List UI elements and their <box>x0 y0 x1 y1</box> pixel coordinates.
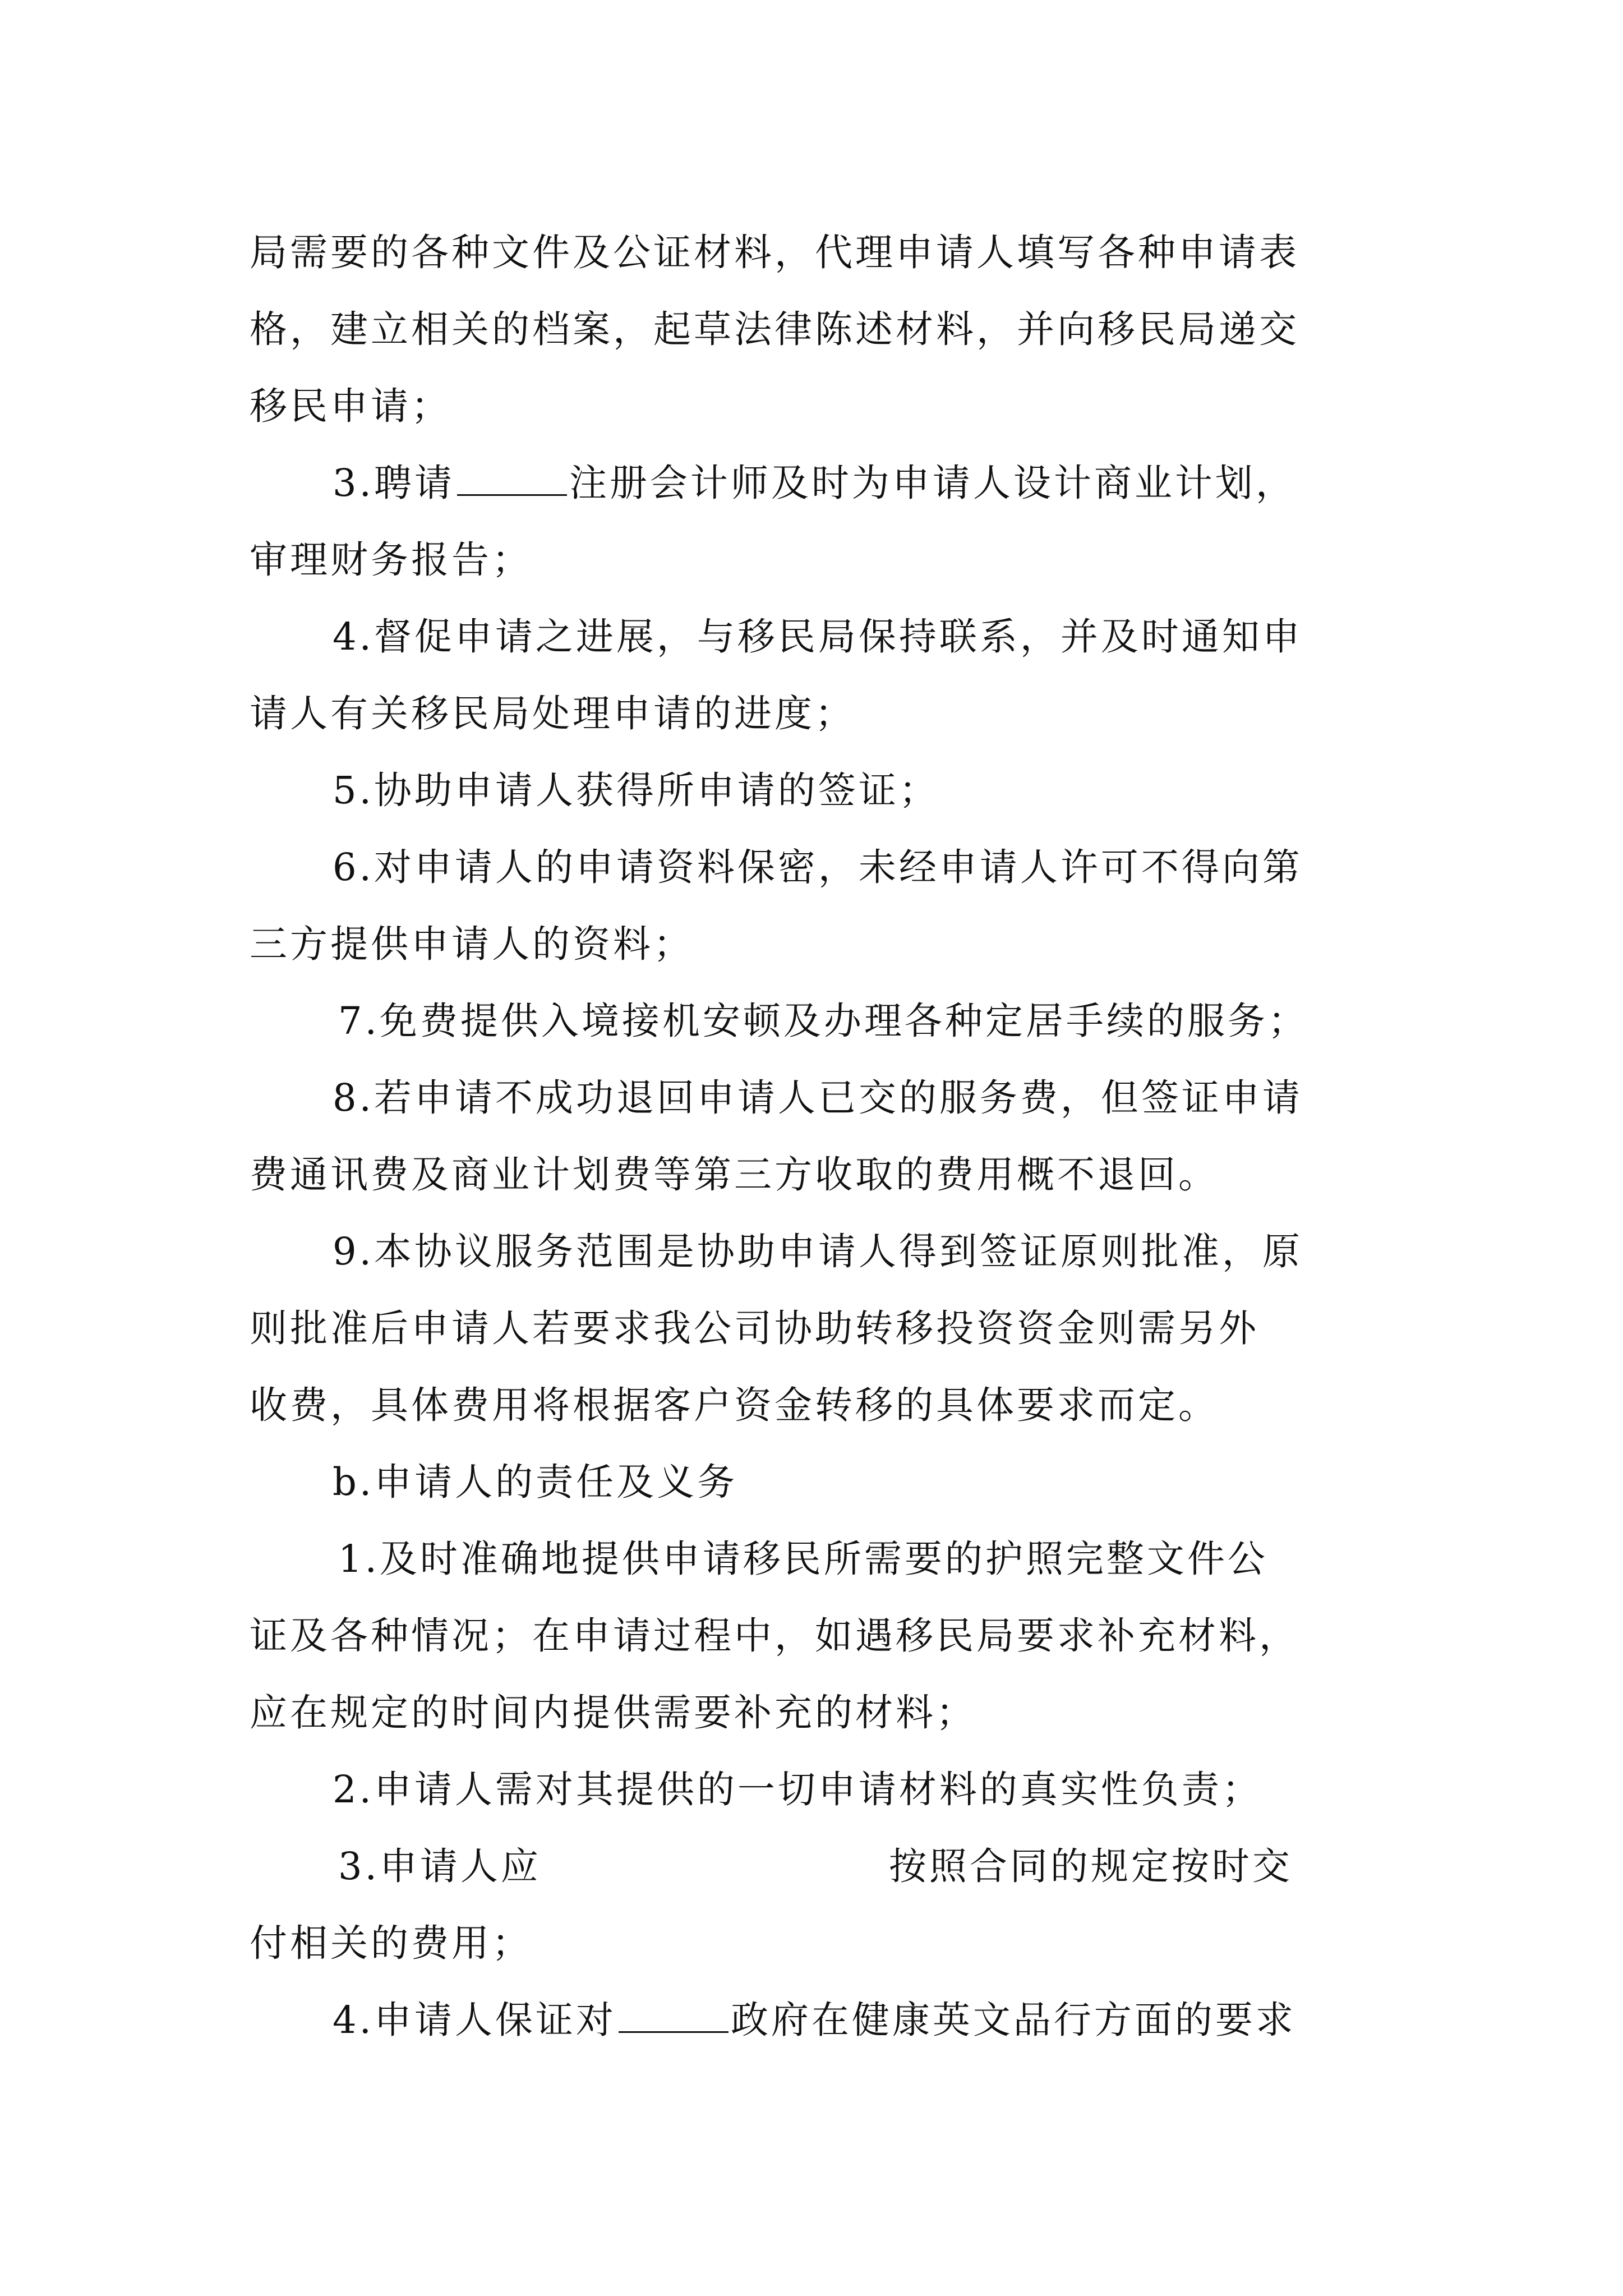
paragraph-line: 2.申请人需对其提供的一切申请材料的真实性负责； <box>333 1768 1262 1811</box>
paragraph-line: 则批准后申请人若要求我公司协助转移投资资金则需另外 <box>250 1306 1259 1350</box>
paragraph-line: 1.及时准确地提供申请移民所需要的护照完整文件公 <box>338 1537 1268 1581</box>
line-text: 政府在健康英文品行方面的要求 <box>730 1998 1296 2042</box>
line-text: 3.聘请 <box>333 461 455 505</box>
paragraph-line: 8.若申请不成功退回申请人已交的服务费，但签证申请 <box>333 1076 1303 1120</box>
paragraph-line <box>250 445 1374 522</box>
paragraph-line: 三方提供申请人的资料； <box>250 922 694 966</box>
paragraph-line: 移民申请； <box>250 384 451 428</box>
fill-in-blank <box>457 492 567 496</box>
paragraph-line <box>250 1982 1374 2059</box>
paragraph-line: 费通讯费及商业计划费等第三方收取的费用概不退回。 <box>250 1153 1219 1197</box>
paragraph-line: 7.免费提供入境接机安顿及办理各种定居手续的服务； <box>338 999 1308 1043</box>
paragraph-line: 9.本协议服务范围是协助申请人得到签证原则批准，原 <box>333 1230 1303 1273</box>
paragraph-line: 付相关的费用； <box>250 1921 532 1965</box>
paragraph-line: 4.督促申请之进展，与移民局保持联系，并及时通知申 <box>333 615 1303 659</box>
paragraph-line: 收费，具体费用将根据客户资金转移的具体要求而定。 <box>250 1383 1219 1427</box>
fill-in-blank <box>619 2029 728 2033</box>
paragraph-line: 请人有关移民局处理申请的进度； <box>250 692 855 735</box>
section-heading: b.申请人的责任及义务 <box>333 1460 738 1504</box>
paragraph-line: 6.对申请人的申请资料保密，未经申请人许可不得向第 <box>333 845 1303 889</box>
line-text: 4.申请人保证对 <box>333 1998 616 2042</box>
paragraph-line: 局需要的各种文件及公证材料，代理申请人填写各种申请表 <box>250 231 1299 274</box>
paragraph-line <box>250 1828 1374 1905</box>
line-text: 注册会计师及时为申请人设计商业计划， <box>569 461 1296 505</box>
paragraph-line: 5.协助申请人获得所申请的签证； <box>333 769 939 812</box>
line-text: 3.申请人应 <box>338 1844 541 1888</box>
paragraph-line: 审理财务报告； <box>250 538 532 582</box>
line-text: 按照合同的规定按时交 <box>888 1844 1293 1888</box>
document-body <box>250 214 1374 2059</box>
paragraph-line: 格，建立相关的档案，起草法律陈述材料，并向移民局递交 <box>250 307 1299 351</box>
paragraph-line: 应在规定的时间内提供需要补充的材料； <box>250 1691 976 1734</box>
paragraph-line: 证及各种情况；在申请过程中，如遇移民局要求补充材料， <box>250 1614 1299 1658</box>
